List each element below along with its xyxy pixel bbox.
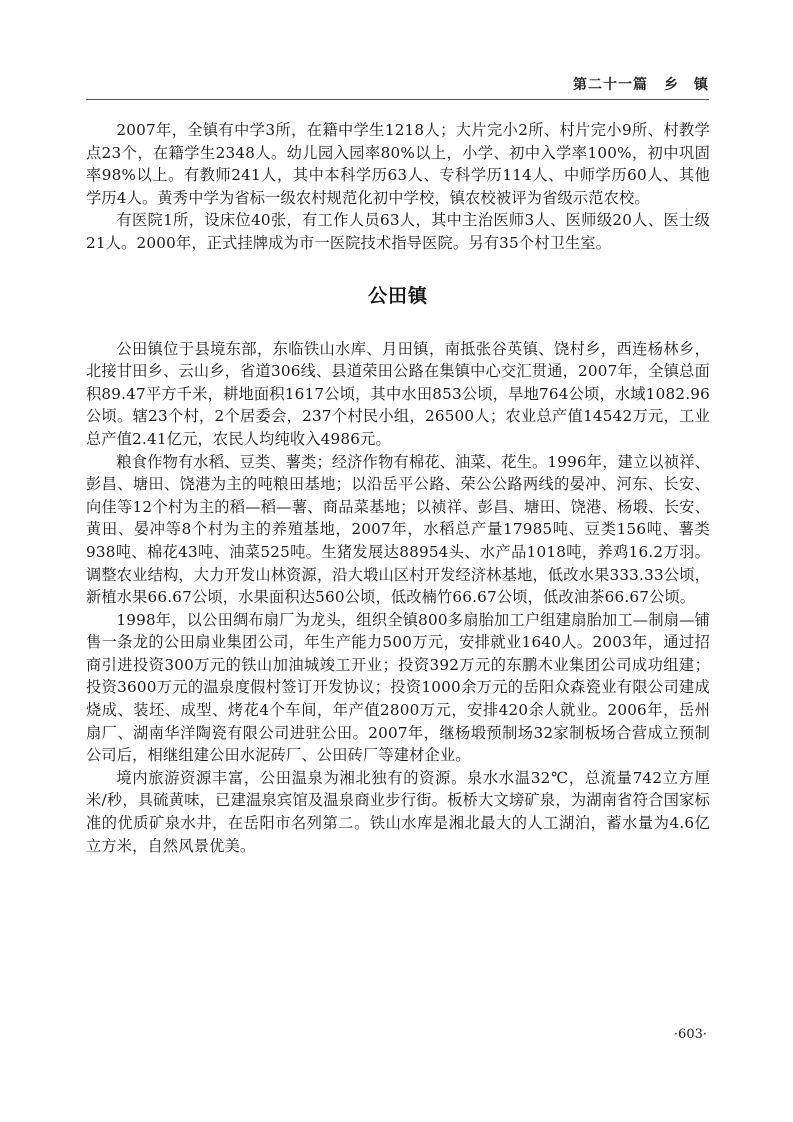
page-body (86, 119, 710, 857)
paragraph-health: 有医院1所，设床位40张，有工作人员63人，其中主治医师3人、医师级20人、医士级21人。2000年，正式挂牌成为市一医院技术指导医院。另有35个村卫生室。 (86, 211, 710, 252)
paragraph-tourism: 境内旅游资源丰富，公田温泉为湘北独有的资源。泉水水温32℃，总流量742立方厘米/秒，具硫黄味，已建温泉宾馆及温泉商业步行街。板桥大文塝矿泉，为湖南省符合国家标准的优质矿泉水井，在岳阳市名列第二。铁山水库是湘北最大的人工湖泊，蓄水量为4.6亿立方米，自然风景优美。 (86, 768, 710, 855)
section-heading-gongtian: 公田镇 (367, 284, 428, 307)
paragraph-agriculture: 粮食作物有水稻、豆类、薯类；经济作物有棉花、油菜、花生。1996年，建立以祯祥、彭昌、塘田、饶港为主的吨粮田基地；以沿岳平公路、荣公公路两线的晏冲、河东、长安、向佳等12个村为主的稻—稻—薯、商品菜基地；以祯祥、彭昌、塘田、饶港、杨塅、长安、黄田、晏冲等8个村为主的养殖基地，2007年，水稻总产量17985吨、豆类156吨、薯类938吨、棉花43吨、油菜525吨。生猪发展达88954头、水产品1018吨，养鸡16.2万羽。调整农业结构，大力开发山林资源，沿大塅山区村开发经济林基地，低改水果333.33公顷，新植水果66.67公顷，水果面积达560公顷，低改楠竹66.67公顷，低改油茶66.67公顷。 (86, 452, 710, 607)
page-number: ·603· (673, 1027, 707, 1042)
running-head (86, 74, 709, 94)
header-rule (86, 99, 709, 100)
running-head-title: 乡 镇 (664, 77, 709, 93)
paragraph-education: 2007年，全镇有中学3所，在籍中学生1218人；大片完小2所、村片完小9所、村教学点23个，在籍学生2348人。幼儿园入园率80%以上，小学、初中入学率100%，初中巩固率98%以上。有教师241人，其中本科学历63人、专科学历114人、中师学历60人、其他学历4人。黄秀中学为省标一级农村规范化初中学校，镇农校被评为省级示范农校。 (86, 121, 710, 207)
paragraph-overview: 公田镇位于县境东部，东临铁山水库、月田镇，南抵张谷英镇、饶村乡，西连杨林乡，北接甘田乡、云山乡，省道306线、县道荣田公路在集镇中心交汇贯通，2007年，全镇总面积89.47平方千米，耕地面积1617公顷，其中水田853公顷，旱地764公顷，水域1082.96公顷。辖23个村，2个居委会，237个村民小组，26500人；农业总产值14542万元，工业总产值2.41亿元，农民人均纯收入4986元。 (86, 339, 710, 448)
running-head-part: 第二十一篇 (573, 77, 648, 93)
paragraph-industry: 1998年，以公田绸布扇厂为龙头，组织全镇800多扇胎加工户组建扇胎加工—制扇—铺售一条龙的公田扇业集团公司，年生产能力500万元，安排就业1640人。2003年，通过招商引进投资300万元的铁山加油城竣工开业；投资392万元的东鹏木业集团公司成功组建；投资3600万元的温泉度假村签订开发协议；投资1000余万元的岳阳众森瓷业有限公司建成烧成、装坯、成型、烤花4个车间，年产值2800万元，安排420余人就业。2006年，岳州扇厂、湖南华洋陶瓷有限公司进驻公田。2007年，继杨塅预制场32家制板场合营成立预制公司后，相继组建公田水泥砖厂、公田砖厂等建材企业。 (86, 610, 710, 765)
